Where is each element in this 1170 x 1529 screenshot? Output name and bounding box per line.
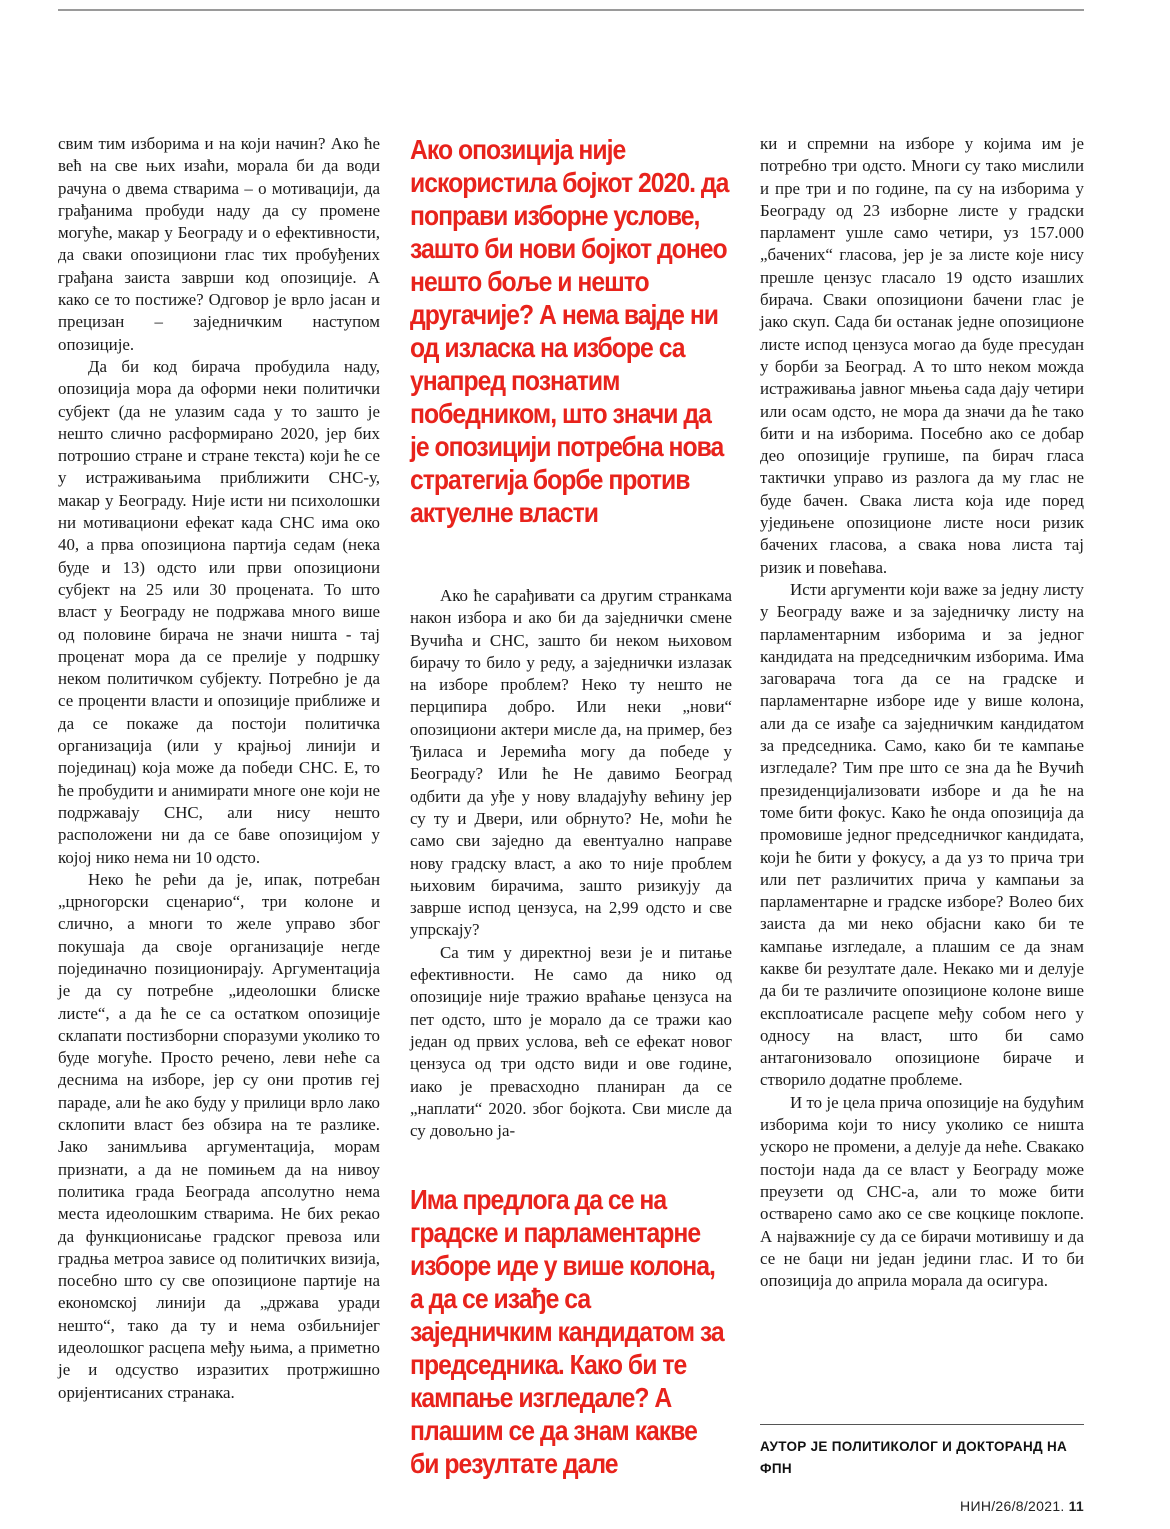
paragraph: Са тим у директној вези је и питање ефективности. Не само да нико од опозиције није тражио враћање цензуса на пет одсто, што је морало да се тражи као један од првих услова, већ се ефекат новог цензуса од три одсто види и ове године, иако је превасходно планиран да се „наплати“ 2020. због бојкота. Сви мисле да су довољно ја-	[410, 942, 732, 1141]
paragraph: свим тим изборима и на који начин? Ако ће већ на све њих изаћи, морала би да води рачуна о двема стварима – о мотивацији, да грађанима пробуди наду да су промене могуће, макар у Београду и о ефективности, да сваки опозициони глас тих пробуђених грађана заиста заврши код опозиције. А како се то постиже? Одговор је врло јасан и прецизан – заједничким наступом опозиције.	[58, 134, 380, 354]
paragraph: ки и спремни на изборе у којима им је потребно три одсто. Многи су тако мислили и пре три и по године, па су на изборима у Београду од 23 изборне листе у градски парламент ушле само четири, уз 157.000 „бачених“ гласова, јер је за листе које нису прешле цензус гласало 19 одсто изашлих бирача. Сваки опозициони бачени глас је јако скуп. Сада би останак једне опозиционе листе испод цензуса могао да буде пресудан у борби за Београд. А то што неком можда истраживања јавног мњења сада дају четири или осам одсто, не мора да значи да ће тако бити и на изборима. Посебно ако се добар део опозиције групише, па бирач гласа тактички управо из разлога да му глас не буде бачен. Свака листа која иде поред уједињене опозиционе листе носи ризик бачених гласова, а свака нова листа тај ризик и повећава.	[760, 134, 1084, 577]
pull-quote-bottom: Има предлога да се на градске и парламентарне изборе иде у више колона, а да се изађе са заједничким кандидатом за председника. Како би те кампање изгледале? А плашим се да знам какве би резултате дале	[410, 1184, 724, 1479]
pull-quote-top: Ако опозиција није искористила бојкот 2020. да поправи изборне услове, зашто би нови бојкот донео нешто боље и нешто другачије? А нема вајде ни од изласка на изборе са унапред познатим победником, што значи да је опозицији потребна нова стратегија борбе против актуелне власти	[410, 134, 729, 528]
paragraph: Исти аргументи који важе за једну листу у Београду важе и за заједничку листу на парламентарним изборима и за једног кандидата на председничким изборима. Има заговарача тога да се на градске и парламентарне изборе иде у више колона, али да се изађе са заједничким кандидатом за председника. Само, како би те кампање изгледале? Тим пре што се зна да ће Вучић президенцијализовати изборе и да ће на томе бити фокус. Како ће онда опозиција да промовише једног председничког кандидата, који ће бити у фокусу, а да уз то прича три или пет различитих прича у кампањи за парламентарне и градске изборе? Волео бих заиста да ми неко објасни како би те кампање изгледале, а плашим се да знам какве би резултате дале. Некако ми и делује да би те различите опозиционе колоне више експлоатисале расцепе међу собом него у односу на власт, што би само антагонизовало опозиционе бираче и створило додатне проблеме.	[760, 579, 1084, 1090]
paragraph: И то је цела прича опозиције на будућим изборима који то нису уколико се ништа ускоро не промени, а делује да неће. Свакако постоји нада да се власт у Београду може преузети од СНС-а, али то може бити остварено само ако се све коцкице поклопе. А најважније су да се бирачи мотивишу и да се не баци ни један једини глас. И то би опозиција до априла морала да осигура.	[760, 1092, 1085, 1291]
issue-date: НИН/26/8/2021.	[960, 1498, 1065, 1514]
paragraph: Да би код бирача пробудила наду, опозиција мора да оформи неки политички субјект (да не улазим сада у то зашто је нешто слично расформирано 2020, јер бих потрошио стране и стране текста) који ће се у истраживањима приближити СНС-у, макар у Београду. Није исти ни психолошки ни мотивациони ефекат када СНС има око 40, а прва опозициона партија седам (нека буде и 13) одсто или први опозициони субјект на 25 или 30 процената. То што власт у Београду не подржава много више од половине бирача не значи ништа - тај проценат мора да се прелије у подршку неком политичком субјекту. Потребно је да се проценти власти и опозиције приближе и да се покаже да постоји политичка организација (или у крајњој линији и појединац) која може да победи СНС. Е, то ће пробудити и анимирати многе оне који не подржавају СНС, али нису нешто расположени ни да се баве опозицијом у којој нико нема ни 10 одсто.	[58, 356, 380, 867]
author-note: АУТОР ЈЕ ПОЛИТИКОЛОГ И ДОКТОРАНД НА ФПН	[760, 1439, 1068, 1476]
page-footer	[960, 1498, 1084, 1514]
paragraph: Ако ће сарађивати са другим странкама након избора и ако би да заједнички смене Вучића и СНС, зашто би неком њиховом бирачу то било у реду, а заједнички излазак на изборе проблем? Неко ту нешто не перципира добро. Или неки „нови“ опозициони актери мисле да, на пример, без Ђиласа и Јеремића могу да победе у Београду? Или ће Не давимо Београд одбити да уђе у нову владајућу већину јер су ту и Двери, или обрнуто? Не, моћи ће само сви заједно да евентуално направе нову градску власт, а ако то није проблем њиховим бирачима, зашто ризикују да заврше испод цензуса, на 2,99 одсто и све упрскају?	[410, 586, 732, 940]
page-number: 11	[1068, 1498, 1084, 1514]
paragraph: Неко ће рећи да је, ипак, потребан „црногорски сценарио“, три колоне и слично, а многи то желе управо због покушаја да своје организације негде појединачно позиционирају. Аргументација је да су потребне „идеолошки блиске листе“, а да ће се са остатком опозиције склапати постизборни споразуми уколико то буде могуће. Просто речено, леви неће са деснима на изборе, јер су они против геј параде, али ће ако буду у прилици врло лако склопити власт без обзира на те разлике. Јако занимљива аргументација, морам признати, а да не помињем да на нивоу политика града Београда апсолутно нема места идеолошким стварима. Не бих рекао да функционисање градског превоза или градња метроа зависе од политичких визија, посебно што су све опозиционе партије на економској линији да „држава уради нешто“, тако да ту и нема озбиљнијег идеолошког расцепа међу њима, а приметно је и одсуство изразитих протржишно оријентисаних странака.	[58, 869, 380, 1402]
article-column-1	[58, 133, 380, 1404]
author-divider	[760, 1424, 1084, 1425]
article-column-3	[760, 133, 1084, 1292]
top-rule	[58, 9, 1084, 11]
article-column-2	[410, 585, 732, 1142]
